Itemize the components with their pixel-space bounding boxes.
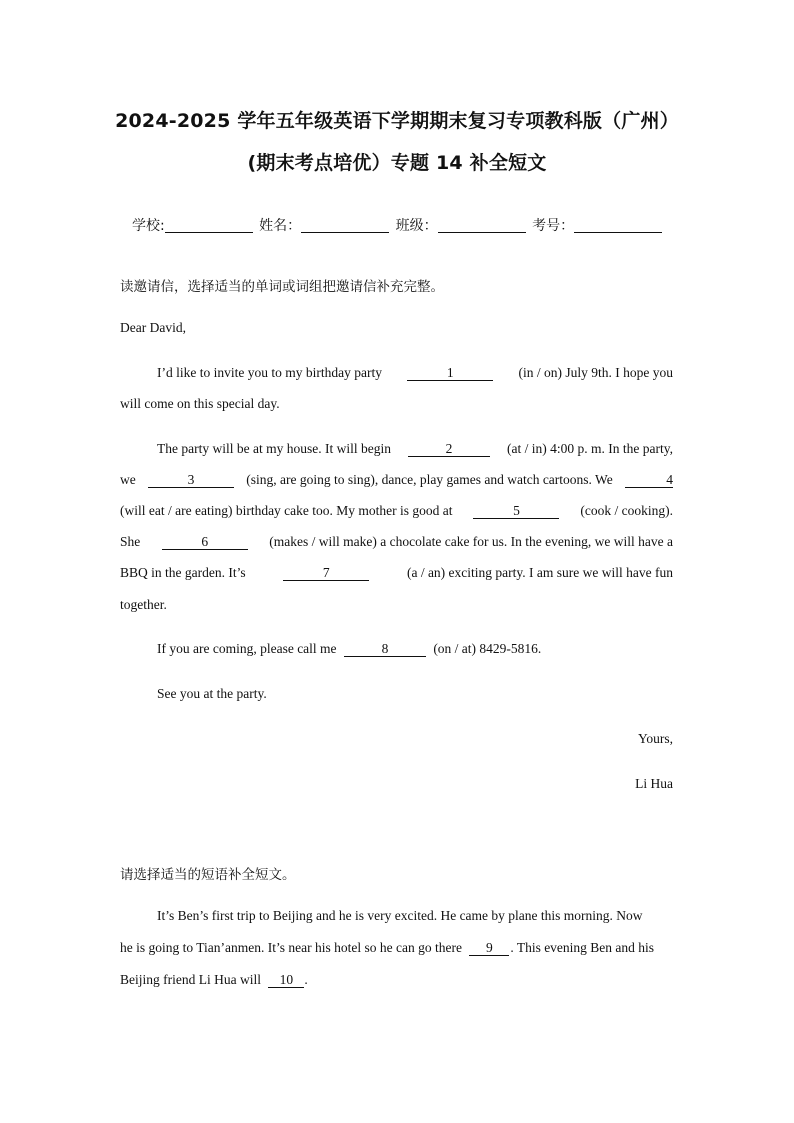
text-segment: (a / an) exciting party. I am sure we will have fun bbox=[406, 565, 673, 580]
page-title: 2024-2025 学年五年级英语下学期期末复习专项教科版（广州） bbox=[115, 110, 679, 132]
text-segment: (sing, are going to sing), dance, play games and watch cartoons. We bbox=[246, 472, 613, 487]
paragraph2-line5 bbox=[120, 565, 673, 581]
text-segment: BBQ in the garden. It’s bbox=[120, 565, 246, 580]
letter-signature: Li Hua bbox=[635, 776, 673, 791]
answer-blank-5[interactable]: 5 bbox=[473, 503, 559, 519]
paragraph1-line2: will come on this special day. bbox=[120, 396, 280, 411]
paragraph2-line3 bbox=[120, 503, 673, 519]
text-segment: (will eat / are eating) birthday cake too. My mother is good at bbox=[120, 503, 453, 518]
text-segment: (on / at) 8429-5816. bbox=[433, 641, 542, 656]
school-label: 学校: bbox=[132, 218, 165, 234]
text-segment: we bbox=[120, 472, 136, 487]
answer-blank-2[interactable]: 2 bbox=[408, 441, 490, 457]
text-segment: Beijing friend Li Hua will bbox=[120, 972, 261, 987]
paragraph2-line6: together. bbox=[120, 597, 167, 612]
paragraph2-line1 bbox=[157, 441, 673, 457]
paragraph2-line4 bbox=[120, 534, 673, 550]
passage-line2 bbox=[120, 940, 654, 956]
answer-blank-1[interactable]: 1 bbox=[407, 365, 493, 381]
text-segment: (in / on) July 9th. I hope you bbox=[518, 365, 673, 380]
text-segment: he is going to Tian’anmen. It’s near his hotel so he can go there bbox=[120, 940, 462, 955]
paragraph2-line2 bbox=[120, 472, 673, 488]
text-segment: If you are coming, please call me bbox=[157, 641, 337, 656]
answer-blank-3[interactable]: 3 bbox=[148, 472, 234, 488]
student-info-line bbox=[132, 215, 664, 235]
name-field[interactable] bbox=[301, 218, 389, 233]
paragraph4: See you at the party. bbox=[157, 686, 267, 701]
name-label: 姓名： bbox=[259, 218, 302, 234]
text-segment: (cook / cooking). bbox=[580, 503, 673, 518]
answer-blank-9[interactable]: 9 bbox=[469, 940, 509, 956]
section2-instruction: 请选择适当的短语补全短文。 bbox=[120, 867, 296, 883]
passage-line3 bbox=[120, 972, 308, 988]
page-subtitle: (期末考点培优）专题 14 补全短文 bbox=[247, 152, 547, 174]
text-segment: . This evening Ben and his bbox=[510, 940, 655, 955]
paragraph1-line1 bbox=[157, 365, 673, 381]
text-segment: She bbox=[120, 534, 141, 549]
text-segment: . bbox=[304, 972, 308, 987]
text-segment: (makes / will make) a chocolate cake for us. In the evening, we will have a bbox=[269, 534, 673, 549]
text-segment: The party will be at my house. It will begin bbox=[157, 441, 391, 456]
exam-no-field[interactable] bbox=[574, 218, 662, 233]
answer-blank-10[interactable]: 10 bbox=[268, 972, 304, 988]
paragraph3 bbox=[157, 641, 541, 657]
answer-blank-8[interactable]: 8 bbox=[344, 641, 426, 657]
letter-greeting: Dear David, bbox=[120, 320, 186, 335]
text-segment: (at / in) 4:00 p. m. In the party, bbox=[507, 441, 673, 456]
answer-blank-6[interactable]: 6 bbox=[162, 534, 248, 550]
class-label: 班级： bbox=[395, 218, 438, 234]
class-field[interactable] bbox=[438, 218, 526, 233]
exam-no-label: 考号： bbox=[532, 218, 575, 234]
school-field[interactable] bbox=[165, 218, 253, 233]
text-segment: I’d like to invite you to my birthday party bbox=[157, 365, 382, 380]
passage-line1: It’s Ben’s first trip to Beijing and he is very excited. He came by plane this morning. Now bbox=[157, 908, 643, 923]
answer-blank-7[interactable]: 7 bbox=[283, 565, 369, 581]
section1-instruction: 读邀请信，选择适当的单词或词组把邀请信补充完整。 bbox=[120, 279, 444, 295]
answer-blank-4[interactable]: 4 bbox=[625, 472, 673, 488]
letter-closing: Yours, bbox=[637, 731, 673, 746]
